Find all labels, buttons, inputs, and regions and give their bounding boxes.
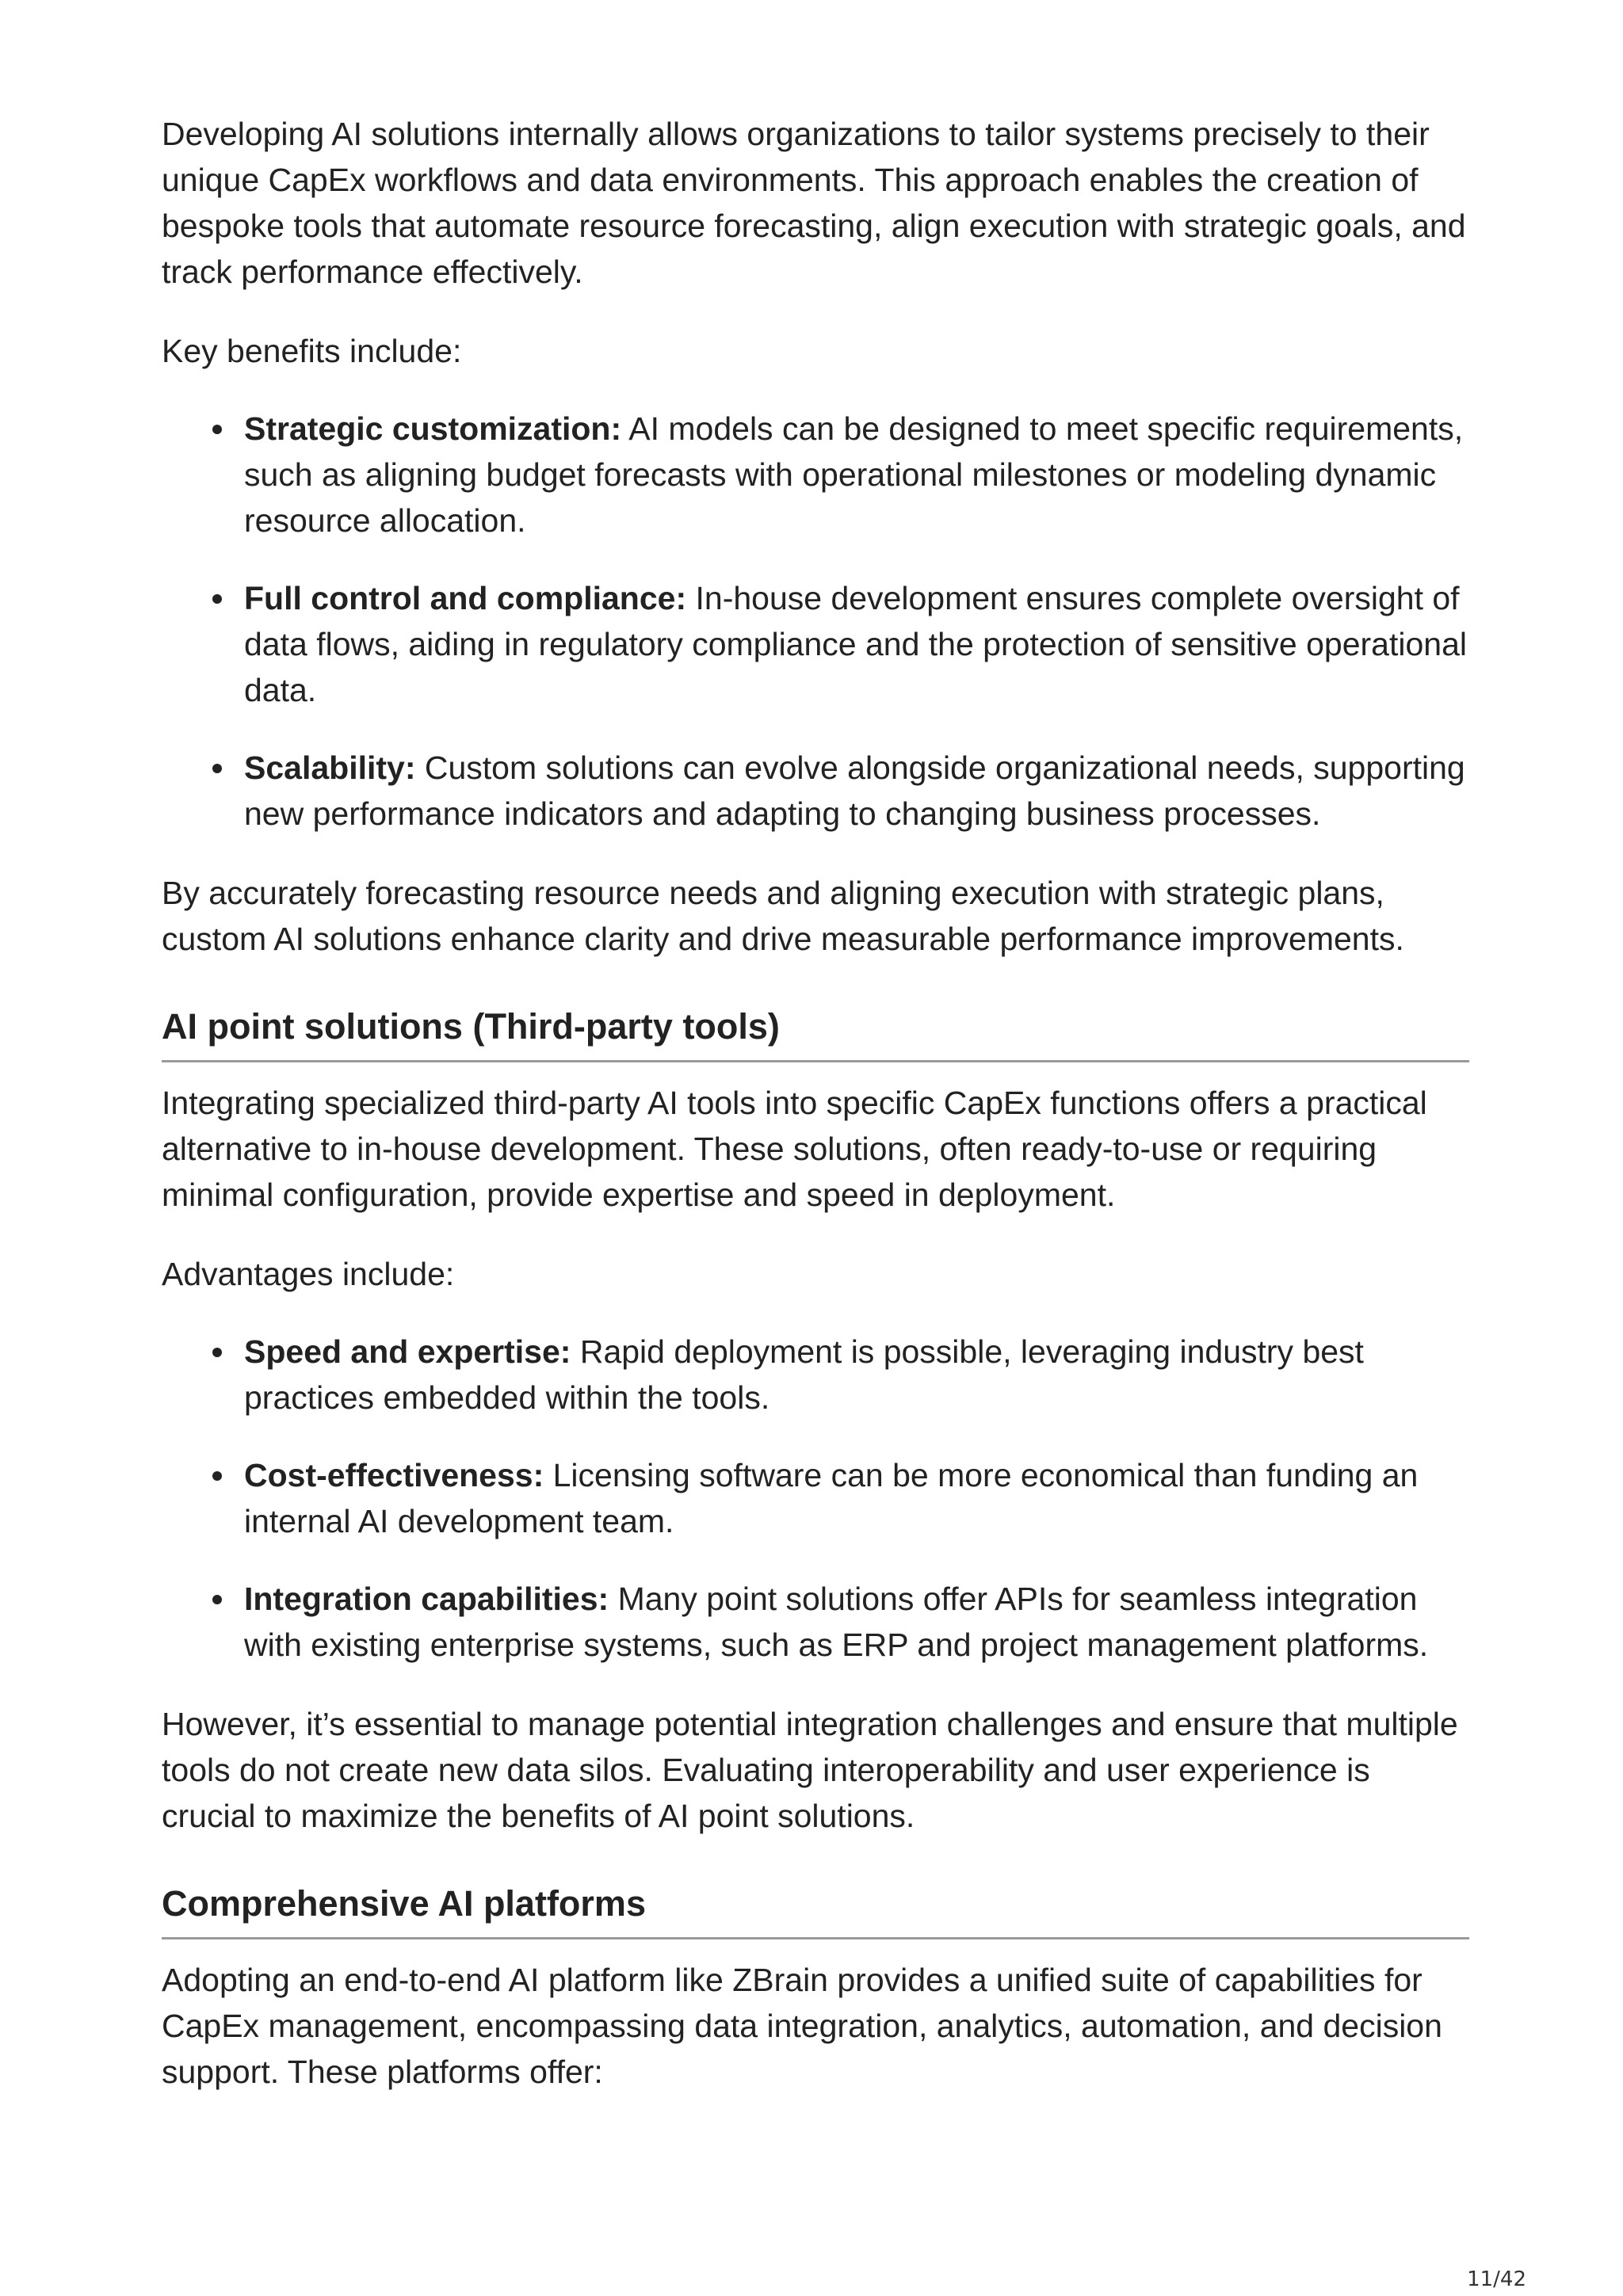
list-item xyxy=(244,575,1469,713)
intro-paragraph: Developing AI solutions internally allows organizations to tailor systems precisely to their unique CapEx workflows and data environments. This approach enables the creation of bespoke tools that automate resource forecasting, align execution with strategic goals, and track performance effectively. xyxy=(162,116,1466,290)
bullet-text: AI models can be designed to meet specific requirements, such as aligning budget forecasts with operational milestones or modeling dynamic resource allocation. xyxy=(244,410,1464,539)
bullet-term: Integration capabilities: xyxy=(244,1581,609,1617)
bullet-text: In-house development ensures complete oversight of data flows, aiding in regulatory compliance and the protection of sensitive operational data. xyxy=(244,580,1467,708)
advantages-intro: Advantages include: xyxy=(162,1256,455,1292)
platforms-intro: Adopting an end-to-end AI platform like ZBrain provides a unified suite of capabilities for CapEx management, encompassing data integration, analytics, automation, and decision support. These platforms offer: xyxy=(162,1962,1442,2090)
list-item xyxy=(244,1452,1469,1544)
bullet-text: Custom solutions can evolve alongside organizational needs, supporting new performance indicators and adapting to changing business processes. xyxy=(244,749,1465,832)
bullet-term: Speed and expertise: xyxy=(244,1333,571,1370)
advantages-list xyxy=(162,1329,1469,1668)
document-page xyxy=(162,111,1469,2095)
page-number: 11/42 xyxy=(1467,2267,1526,2291)
bullet-text: Rapid deployment is possible, leveraging industry best practices embedded within the tools. xyxy=(244,1333,1364,1416)
list-item xyxy=(244,1329,1469,1421)
list-item xyxy=(244,745,1469,837)
section-heading-platforms: Comprehensive AI platforms xyxy=(162,1880,1469,1939)
bullet-term: Cost-effectiveness: xyxy=(244,1457,544,1493)
list-item xyxy=(244,1576,1469,1668)
benefits-list xyxy=(162,406,1469,837)
benefits-conclusion: By accurately forecasting resource needs and aligning execution with strategic plans, custom AI solutions enhance clarity and drive measurable performance improvements. xyxy=(162,875,1404,957)
point-solutions-intro: Integrating specialized third-party AI tools into specific CapEx functions offers a practical alternative to in-house development. These solutions, often ready-to-use or requiring minimal configuration, provide expertise and speed in deployment. xyxy=(162,1085,1427,1213)
bullet-term: Full control and compliance: xyxy=(244,580,687,616)
list-item xyxy=(244,406,1469,543)
section-heading-point-solutions: AI point solutions (Third-party tools) xyxy=(162,1003,1469,1062)
point-solutions-conclusion: However, it’s essential to manage potential integration challenges and ensure that multiple tools do not create new data silos. Evaluating interoperability and user experience is crucial to maximize the benefits of AI point solutions. xyxy=(162,1706,1458,1834)
bullet-text: Many point solutions offer APIs for seamless integration with existing enterprise systems, such as ERP and project management platforms. xyxy=(244,1581,1429,1663)
benefits-intro: Key benefits include: xyxy=(162,333,462,369)
bullet-text: Licensing software can be more economical than funding an internal AI development team. xyxy=(244,1457,1419,1539)
bullet-term: Scalability: xyxy=(244,749,416,786)
bullet-term: Strategic customization: xyxy=(244,410,622,447)
